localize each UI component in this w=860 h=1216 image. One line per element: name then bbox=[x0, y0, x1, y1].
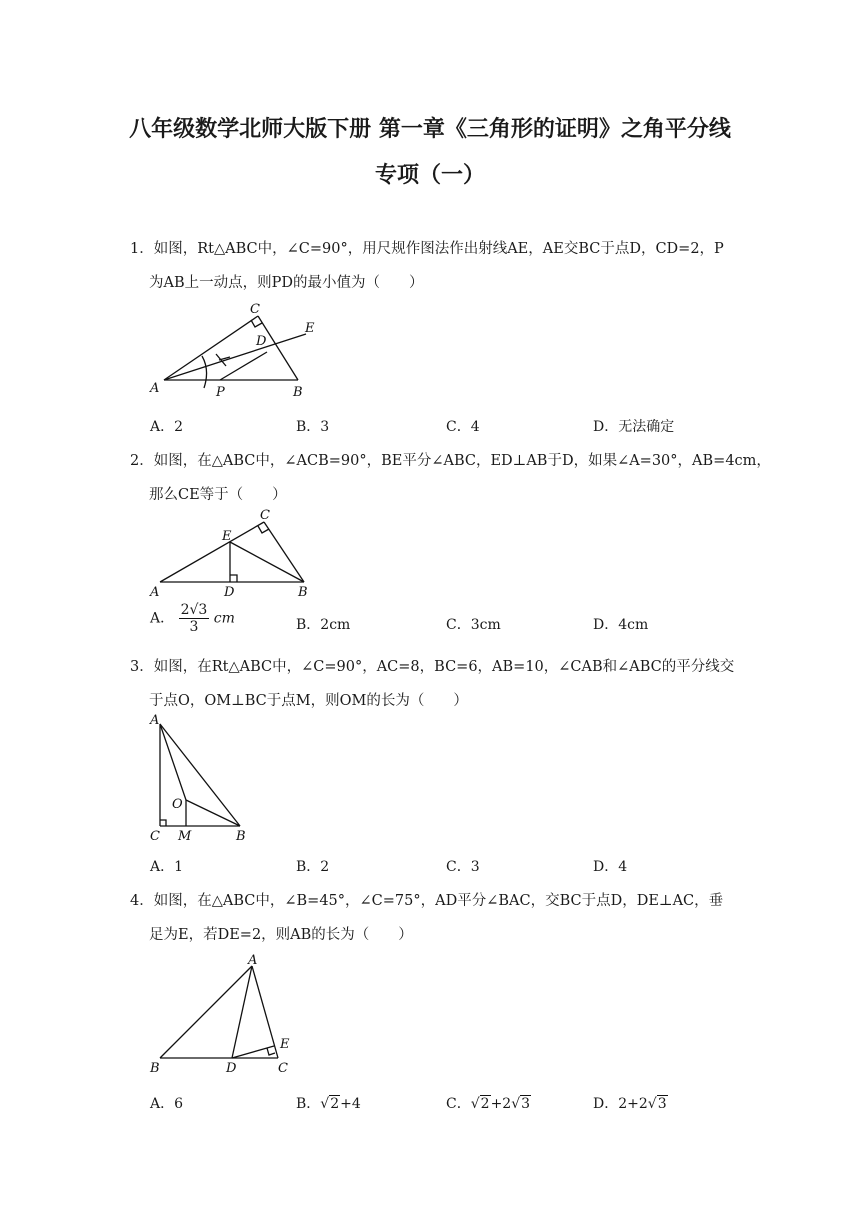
q4-option-c-sqrt1 bbox=[471, 1096, 491, 1112]
q4-option-b-suffix: +4 bbox=[340, 1096, 361, 1112]
sqrt-symbol: √ bbox=[320, 1096, 330, 1112]
question-2 bbox=[130, 444, 771, 512]
q2-option-a-fraction bbox=[179, 602, 210, 635]
q2-frac-num-coef: 2 bbox=[180, 602, 190, 618]
q1-right-angle-mark bbox=[251, 320, 262, 327]
q4-option-a: A．6 bbox=[150, 1096, 184, 1112]
q2-label-a: A bbox=[150, 585, 160, 600]
q3-label-m: M bbox=[178, 829, 192, 844]
q4-option-b-radicand: 2 bbox=[330, 1096, 340, 1112]
q3-option-c: C．3 bbox=[446, 859, 480, 875]
q2-frac-denominator: 3 bbox=[189, 619, 199, 635]
q4-option-c-mid: +2 bbox=[490, 1096, 512, 1112]
question-1-text-line2: 为AB上一动点，则PD的最小值为（ ） bbox=[149, 275, 424, 291]
q4-option-d-radicand: 3 bbox=[657, 1096, 667, 1112]
question-3 bbox=[130, 650, 735, 718]
question-4-text-line1: 4．如图，在△ABC中，∠B=45°，∠C=75°，AD平分∠BAC，交BC于点D，DE⊥AC，垂 bbox=[130, 893, 724, 909]
q4-label-e: E bbox=[280, 1037, 290, 1052]
q1-arc-large bbox=[202, 356, 207, 388]
q3-bisector-bo bbox=[186, 800, 240, 826]
q1-option-d: D．无法确定 bbox=[593, 419, 675, 435]
q4-bisector-ad bbox=[232, 966, 252, 1058]
question-1-text-line1: 1．如图，Rt△ABC中，∠C=90°，用尺规作图法作出射线AE，AE交BC于点D，CD=2，P bbox=[130, 241, 724, 257]
q4-side-ac bbox=[252, 966, 278, 1058]
q1-option-a: A．2 bbox=[150, 419, 184, 435]
q4-option-c-sqrt2 bbox=[511, 1096, 531, 1112]
q2-option-b: B．2cm bbox=[296, 617, 351, 633]
q4-option-c-prefix: C． bbox=[446, 1096, 471, 1112]
q2-label-b: B bbox=[298, 585, 308, 600]
page-title: 八年级数学北师大版下册 第一章《三角形的证明》之角平分线 bbox=[129, 117, 731, 142]
sqrt-symbol: √ bbox=[647, 1096, 657, 1112]
q1-option-b: B．3 bbox=[296, 419, 330, 435]
q3-bisector-ao bbox=[160, 724, 186, 800]
q3-label-c: C bbox=[150, 829, 160, 844]
q2-option-d: D．4cm bbox=[593, 617, 649, 633]
sqrt-symbol: √ bbox=[470, 1096, 480, 1112]
q4-label-a: A bbox=[248, 953, 258, 968]
q2-segment-be bbox=[230, 542, 304, 582]
q4-label-d: D bbox=[226, 1061, 237, 1076]
q3-label-o: O bbox=[172, 797, 183, 812]
question-1 bbox=[130, 232, 730, 300]
q2-option-c: C．3cm bbox=[446, 617, 501, 633]
q1-label-p: P bbox=[216, 385, 225, 400]
q1-label-d: D bbox=[256, 334, 267, 349]
q4-side-ab bbox=[160, 966, 252, 1058]
q1-segment-pd bbox=[220, 352, 267, 380]
question-2-text-line2: 那么CE等于（ ） bbox=[149, 487, 287, 503]
q1-label-a: A bbox=[150, 381, 160, 396]
q4-option-d bbox=[593, 1093, 668, 1113]
q2-option-a bbox=[150, 602, 235, 635]
sqrt-symbol: √ bbox=[511, 1096, 521, 1112]
q1-option-c: C．4 bbox=[446, 419, 480, 435]
page-title-line2: 专项（一） bbox=[374, 163, 485, 188]
q1-label-c: C bbox=[250, 302, 260, 317]
q4-option-b-sqrt bbox=[320, 1096, 340, 1112]
q4-option-c-radicand1: 2 bbox=[480, 1096, 490, 1112]
question-4 bbox=[130, 884, 730, 952]
q2-option-a-unit: cm bbox=[213, 610, 235, 627]
question-4-text-line2: 足为E，若DE=2，则AB的长为（ ） bbox=[149, 927, 413, 943]
q4-option-b-prefix: B． bbox=[296, 1096, 321, 1112]
q2-label-e: E bbox=[222, 529, 232, 544]
question-3-figure bbox=[148, 712, 258, 844]
q3-label-b: B bbox=[236, 829, 246, 844]
q3-right-angle-c bbox=[160, 820, 166, 826]
question-4-figure bbox=[148, 952, 298, 1076]
question-3-text-line1: 3．如图，在Rt△ABC中，∠C=90°，AC=8，BC=6，AB=10，∠CAB和∠ABC的平分线交 bbox=[130, 659, 735, 675]
question-1-figure bbox=[150, 300, 330, 405]
q4-label-b: B bbox=[150, 1061, 160, 1076]
q1-label-b: B bbox=[293, 385, 303, 400]
q4-option-b bbox=[296, 1093, 361, 1113]
sqrt-symbol: √ bbox=[189, 602, 199, 618]
q1-ray-ae bbox=[164, 334, 306, 380]
q3-option-d: D．4 bbox=[593, 859, 628, 875]
q4-option-d-sqrt bbox=[648, 1096, 668, 1112]
q2-label-c: C bbox=[260, 508, 270, 523]
question-2-text-line1: 2．如图，在△ABC中，∠ACB=90°，BE平分∠ABC，ED⊥AB于D，如果∠A=30°，AB=4cm， bbox=[130, 453, 771, 469]
q4-option-d-prefix: D．2+2 bbox=[593, 1096, 648, 1112]
q2-option-a-prefix: A． bbox=[150, 610, 175, 627]
q2-right-angle-d bbox=[230, 575, 237, 582]
q4-label-c: C bbox=[278, 1061, 288, 1076]
q1-side-ac bbox=[164, 316, 258, 380]
q3-option-a: A．1 bbox=[150, 859, 184, 875]
question-3-text-line2: 于点O，OM⊥BC于点M，则OM的长为（ ） bbox=[149, 693, 468, 709]
q2-label-d: D bbox=[224, 585, 235, 600]
q4-option-c bbox=[446, 1093, 531, 1113]
question-2-figure bbox=[150, 508, 320, 600]
q3-label-a: A bbox=[150, 713, 160, 728]
q2-frac-num-radicand: 3 bbox=[198, 602, 208, 618]
q3-option-b: B．2 bbox=[296, 859, 330, 875]
q4-right-angle-e bbox=[267, 1048, 275, 1055]
q2-side-cb bbox=[264, 522, 304, 582]
q1-label-e: E bbox=[305, 321, 315, 336]
q4-option-c-radicand2: 3 bbox=[521, 1096, 531, 1112]
